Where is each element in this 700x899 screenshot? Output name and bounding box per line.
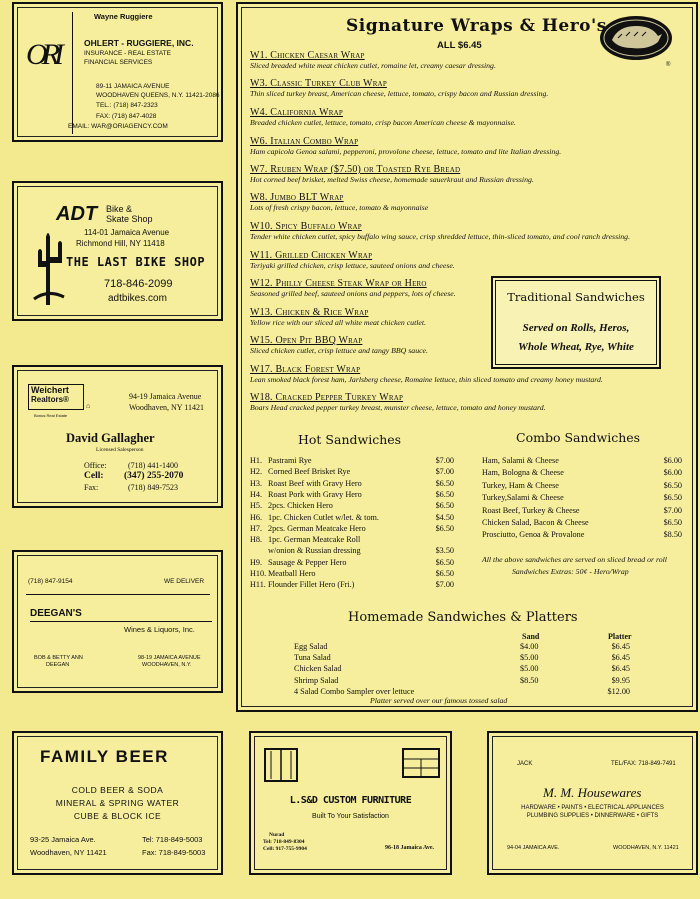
hot-sandwich-row bbox=[250, 513, 454, 523]
contact-name: Wayne Ruggiere bbox=[94, 12, 153, 21]
address-1: 89-11 JAMAICA AVENUE bbox=[96, 83, 170, 90]
address: 94-04 JAMAICA AVE. bbox=[507, 845, 560, 851]
item-name: 1pc. German Meatcake Roll bbox=[268, 535, 361, 545]
combo-sandwich-row bbox=[482, 481, 682, 491]
store-name-underline bbox=[30, 621, 212, 622]
wraps-price: ALL $6.45 bbox=[437, 40, 482, 51]
item-price: $3.50 bbox=[435, 546, 454, 556]
item-name: Chicken Salad, Bacon & Cheese bbox=[482, 518, 589, 527]
combo-sandwich-row bbox=[482, 493, 682, 503]
wrap-description: Yellow rice with our sliced all white meat chicken cutlet. bbox=[250, 318, 426, 327]
services-1: INSURANCE - REAL ESTATE bbox=[84, 50, 171, 57]
wrap-description: Sliced breaded white meat chicken cutlet, romaine let, creamy caesar dressing. bbox=[250, 61, 496, 70]
hot-sandwich-row bbox=[250, 467, 454, 477]
item-name: Flounder Fillet Hero (Fri.) bbox=[268, 580, 355, 590]
item-code: H6. bbox=[250, 512, 263, 522]
tel: Tel: 718-849-5003 bbox=[142, 835, 203, 844]
cell-label: Cell: bbox=[84, 471, 104, 481]
shop-name: THE LAST BIKE SHOP bbox=[66, 255, 206, 269]
hot-sandwich-row bbox=[250, 456, 454, 466]
tagline: Built To Your Satisfaction bbox=[312, 813, 389, 820]
platter-note: Platter served over our famous tossed salad bbox=[370, 696, 508, 705]
item-price bbox=[420, 535, 454, 545]
item-price: $6.50 bbox=[663, 518, 682, 527]
phone: 718-846-2099 bbox=[104, 278, 173, 290]
wrap-description: Lean smoked black forest ham, Jarlsberg cheese, Romaine lettuce, thin sliced tomato and creamy honey mustard. bbox=[250, 375, 603, 384]
item-price: $6.00 bbox=[663, 468, 682, 478]
sand-price: $4.00 bbox=[520, 642, 539, 651]
item-name: Shrimp Salad bbox=[294, 675, 339, 685]
item-price: $8.50 bbox=[663, 530, 682, 540]
cell-phone: (347) 255-2070 bbox=[124, 471, 184, 481]
address-1: 93-25 Jamaica Ave. bbox=[30, 835, 96, 844]
fax: Fax: 718-849-5003 bbox=[142, 848, 206, 857]
item-code: H8. bbox=[250, 535, 263, 545]
platter-row bbox=[294, 653, 630, 663]
store-name: M. M. Housewares bbox=[543, 785, 642, 800]
wrap-name: W15. Open Pit BBQ Wrap bbox=[250, 335, 363, 346]
platter-price: $6.45 bbox=[611, 653, 630, 663]
sand-price: $5.00 bbox=[520, 664, 539, 674]
item-name: Ham, Salami & Cheese bbox=[482, 456, 559, 465]
item-name: Pastrami Rye bbox=[268, 456, 312, 465]
hot-sandwich-row bbox=[250, 501, 454, 511]
wrap-name: W1. Chicken Caesar Wrap bbox=[250, 50, 365, 61]
platter-row bbox=[294, 642, 630, 652]
address-2: Woodhaven, NY 11421 bbox=[129, 403, 204, 412]
item-price: $6.50 bbox=[663, 493, 682, 503]
adt-brand-sub-2: Skate Shop bbox=[106, 214, 153, 224]
wrap-name: W11. Grilled Chicken Wrap bbox=[250, 250, 373, 261]
ad-adt-bike-shop bbox=[12, 181, 223, 321]
agent-name: David Gallagher bbox=[66, 431, 155, 445]
owners-1: BOB & BETTY ANN bbox=[34, 655, 83, 661]
we-deliver: WE DELIVER bbox=[164, 578, 205, 585]
item-price: $7.00 bbox=[435, 467, 454, 477]
hot-sandwich-row bbox=[250, 580, 454, 590]
ori-logo: ORI bbox=[26, 38, 58, 71]
combo-sandwich-row bbox=[482, 456, 682, 466]
item-code: H5. bbox=[250, 501, 263, 511]
address-2: WOODHAVEN QUEENS, N.Y. 11421-2086 bbox=[96, 92, 220, 99]
menu-panel bbox=[236, 2, 698, 712]
owners-2: DEEGAN bbox=[46, 662, 70, 668]
item-code: H11. bbox=[250, 580, 266, 590]
weichert-logo-realtors: Realtors® bbox=[31, 395, 69, 404]
platter-header-platter: Platter bbox=[608, 632, 632, 641]
platter-price: $6.45 bbox=[611, 664, 630, 674]
item-price: $6.50 bbox=[435, 489, 454, 499]
item-name: w/onion & Russian dressing bbox=[268, 546, 361, 556]
wrap-description: Ham capicola Genoa salami, pepperoni, provolone cheese, lettuce, tomato and lite Italian dressing. bbox=[250, 147, 562, 156]
wrap-description: Breaded chicken cutlet, lettuce, tomato, crisp bacon American cheese & mayonnaise. bbox=[250, 118, 516, 127]
cabinet-icon bbox=[401, 747, 441, 779]
traditional-line-2: Whole Wheat, Rye, White bbox=[518, 341, 634, 353]
wrap-item bbox=[250, 250, 690, 270]
weichert-logo bbox=[28, 384, 84, 410]
address-2: Woodhaven, NY 11421 bbox=[30, 848, 107, 857]
item-code: H3. bbox=[250, 478, 263, 488]
ad-mm-housewares bbox=[487, 731, 698, 875]
wrap-item bbox=[250, 164, 690, 184]
wrap-name: W3. Classic Turkey Club Wrap bbox=[250, 78, 387, 89]
platter-row bbox=[294, 664, 630, 674]
combo-sandwich-row bbox=[482, 468, 682, 478]
traditional-box bbox=[491, 276, 661, 369]
divider bbox=[26, 594, 210, 595]
wrap-description: Boars Head cracked pepper turkey breast, munster cheese, lettuce, tomato and honey mustard. bbox=[250, 403, 546, 412]
wrap-name: W17. Black Forest Wrap bbox=[250, 364, 361, 375]
logo-divider bbox=[72, 12, 73, 134]
item-price: $6.00 bbox=[663, 456, 682, 465]
contact-name: Nurad bbox=[269, 832, 285, 838]
wrap-name: W13. Chicken & Rice Wrap bbox=[250, 307, 369, 318]
contact: JACK bbox=[517, 761, 533, 767]
item-price: $6.50 bbox=[435, 557, 454, 567]
item-price: $7.00 bbox=[435, 456, 454, 465]
hot-sandwich-row bbox=[250, 479, 454, 489]
wrap-description: Seasoned grilled beef, sauteed onions and peppers, lots of cheese. bbox=[250, 289, 456, 298]
traditional-title: Traditional Sandwiches bbox=[507, 290, 645, 304]
item-name: Ham, Bologna & Cheese bbox=[482, 468, 564, 478]
item-name: 1pc. Chicken Cutlet w/let. & tom. bbox=[268, 512, 379, 522]
wrap-item bbox=[250, 78, 690, 98]
wrap-name: W10. Spicy Buffalo Wrap bbox=[250, 221, 362, 232]
item-name: Roast Pork with Gravy Hero bbox=[268, 489, 362, 499]
hot-sandwich-row bbox=[250, 535, 454, 545]
adt-brand: ADT bbox=[56, 203, 98, 225]
item-code: H1. bbox=[250, 456, 263, 465]
wrap-description: Hot corned beef brisket, melted Swiss cheese, homemade sauerkraut and Russian dressing. bbox=[250, 175, 534, 184]
item-name: Corned Beef Brisket Rye bbox=[268, 467, 351, 477]
ad-weichert-realtors bbox=[12, 365, 223, 508]
platters-title: Homemade Sandwiches & Platters bbox=[348, 610, 578, 625]
traditional-line-1: Served on Rolls, Heros, bbox=[522, 322, 630, 334]
wardrobe-icon bbox=[263, 747, 299, 783]
address-2: WOODHAVEN, N.Y. bbox=[142, 662, 192, 668]
platter-price: $12.00 bbox=[607, 686, 630, 696]
wrap-item bbox=[250, 50, 690, 70]
line-2: MINERAL & SPRING WATER bbox=[55, 798, 180, 808]
item-code: H7. bbox=[250, 523, 263, 533]
line-1: HARDWARE • PAINTS • ELECTRICAL APPLIANCES bbox=[521, 805, 664, 811]
wrap-item bbox=[250, 192, 690, 212]
item-name: 2pcs. Chicken Hero bbox=[268, 501, 333, 511]
wraps-title: Signature Wraps & Hero's bbox=[346, 16, 607, 36]
contact-tel: Tel: 718-849-8304 bbox=[263, 839, 305, 845]
item-code: H2. bbox=[250, 467, 263, 477]
sand-price: $5.00 bbox=[520, 653, 539, 663]
services-2: FINANCIAL SERVICES bbox=[84, 59, 153, 66]
hot-sandwich-row bbox=[250, 569, 454, 579]
wrap-description: Lots of fresh crispy bacon, lettuce, tomato & mayonnaise bbox=[250, 203, 429, 212]
ad-lsd-custom-furniture bbox=[249, 731, 452, 875]
item-price: $6.50 bbox=[435, 478, 454, 488]
telfax: TEL/FAX: 718-849-7491 bbox=[611, 761, 676, 767]
wrap-item bbox=[250, 136, 690, 156]
combo-note-1: All the above sandwiches are served on sliced bread or roll bbox=[482, 555, 667, 564]
line-2: PLUMBING SUPPLIES • DINNERWARE • GIFTS bbox=[526, 813, 659, 819]
ad-ohlert-ruggiere bbox=[12, 2, 223, 142]
line-1: COLD BEER & SODA bbox=[71, 785, 164, 795]
address-2: Richmond Hill, NY 11418 bbox=[76, 239, 165, 248]
wrap-description: Sliced chicken cutlet, crisp lettuce and tangy BBQ sauce. bbox=[250, 346, 428, 355]
company-name: OHLERT - RUGGIERE, INC. bbox=[84, 38, 194, 48]
item-name: Roast Beef, Turkey & Cheese bbox=[482, 505, 580, 515]
weichert-logo-name: Weichert bbox=[31, 385, 69, 395]
store-name: DEEGAN'S bbox=[30, 608, 82, 619]
wrap-name: W18. Cracked Pepper Turkey Wrap bbox=[250, 392, 404, 403]
item-name: Chicken Salad bbox=[294, 664, 342, 674]
platter-price: $6.45 bbox=[611, 642, 630, 651]
item-price: $4.50 bbox=[435, 512, 454, 522]
wrap-name: W7. Reuben Wrap ($7.50) or Toasted Rye Bread bbox=[250, 164, 461, 175]
platter-header-sand: Sand bbox=[522, 632, 540, 641]
contact-cell: Cell: 917-755-9904 bbox=[263, 846, 307, 852]
fax-phone: (718) 849-7523 bbox=[128, 483, 178, 492]
tel: TEL.: (718) 847-2323 bbox=[96, 102, 158, 109]
item-price: $6.50 bbox=[435, 501, 454, 511]
fax-label: Fax: bbox=[84, 483, 99, 492]
phone: (718) 847-9154 bbox=[28, 578, 73, 585]
wrap-item bbox=[250, 392, 690, 412]
wrap-description: Teriyaki grilled chicken, crisp lettuce, sauteed onions and cheese. bbox=[250, 261, 455, 270]
wrap-description: Tender white chicken cutlet, spicy buffalo wing sauce, crisp shredded lettuce, thin-sliced tomato, and cool ranch dressing. bbox=[250, 232, 631, 241]
wrap-item bbox=[250, 107, 690, 127]
cactus-icon bbox=[30, 227, 66, 305]
combo-sandwich-row bbox=[482, 530, 682, 540]
address-1: 114-01 Jamaica Avenue bbox=[84, 228, 170, 237]
hot-sandwich-row bbox=[250, 558, 454, 568]
wrap-description: Thin sliced turkey breast, American cheese, lettuce, tomato, crispy bacon and Russian dressing. bbox=[250, 89, 549, 98]
item-name: Prosciutto, Genoa & Provalone bbox=[482, 530, 585, 540]
store-sub: Wines & Liquors, Inc. bbox=[124, 625, 195, 634]
item-price: $6.50 bbox=[435, 523, 454, 533]
item-name: Tuna Salad bbox=[294, 653, 331, 663]
house-icon: ⌂ bbox=[86, 403, 91, 410]
combo-sandwich-row bbox=[482, 518, 682, 528]
hot-sandwich-row bbox=[250, 524, 454, 534]
item-name: 2pcs. German Meatcake Hero bbox=[268, 523, 366, 533]
adt-brand-sub-1: Bike & bbox=[106, 204, 133, 214]
combo-title: Combo Sandwiches bbox=[516, 430, 641, 445]
item-name: Egg Salad bbox=[294, 642, 328, 651]
item-name: Sausage & Pepper Hero bbox=[268, 557, 347, 567]
item-code bbox=[250, 546, 268, 556]
city: WOODHAVEN, N.Y. 11421 bbox=[613, 845, 679, 851]
platter-row bbox=[294, 676, 630, 686]
item-name: Roast Beef with Gravy Hero bbox=[268, 478, 362, 488]
office-phone: (718) 441-1400 bbox=[128, 461, 178, 470]
agent-title: Licensed Salesperson bbox=[96, 447, 144, 453]
fax: FAX: (718) 847-4028 bbox=[96, 113, 157, 120]
item-code: H9. bbox=[250, 557, 263, 567]
platter-price: $9.95 bbox=[611, 675, 630, 685]
combo-note-2: Sandwiches Extras: 50¢ - Hero/Wrap bbox=[512, 567, 629, 576]
registered-mark: ® bbox=[666, 62, 671, 68]
item-name: Meatball Hero bbox=[268, 569, 316, 578]
item-name: Turkey,Salami & Cheese bbox=[482, 493, 564, 503]
hot-sandwich-row bbox=[250, 546, 454, 556]
item-price: $6.50 bbox=[435, 569, 454, 578]
address: 96-18 Jamaica Ave. bbox=[385, 845, 435, 851]
wrap-name: W6. Italian Combo Wrap bbox=[250, 136, 359, 147]
hot-title: Hot Sandwiches bbox=[298, 432, 402, 447]
combo-sandwich-row bbox=[482, 506, 682, 516]
ad-deegans-wines bbox=[12, 550, 223, 693]
title: L.S&D CUSTOM FURNITURE bbox=[289, 795, 412, 806]
item-price: $7.00 bbox=[435, 580, 454, 590]
item-price: $6.50 bbox=[663, 480, 682, 490]
address-1: 98-19 JAMAICA AVENUE bbox=[138, 655, 201, 661]
wrap-name: W4. California Wrap bbox=[250, 107, 344, 118]
line-3: CUBE & BLOCK ICE bbox=[73, 811, 162, 821]
office-label: Office: bbox=[84, 461, 107, 470]
logo-sub: Bonus Real Estate bbox=[34, 413, 68, 418]
wrap-name: W12. Philly Cheese Steak Wrap or Hero bbox=[250, 278, 427, 289]
email: EMAIL: WAR@ORIAGENCY.COM bbox=[68, 123, 168, 130]
item-price: $7.00 bbox=[663, 505, 682, 515]
hot-sandwich-row bbox=[250, 490, 454, 500]
wrap-name: W8. Jumbo BLT Wrap bbox=[250, 192, 344, 203]
item-code: H10. bbox=[250, 569, 267, 578]
address-1: 94-19 Jamaica Avenue bbox=[129, 392, 202, 401]
website: adtbikes.com bbox=[108, 293, 167, 304]
item-code: H4. bbox=[250, 489, 263, 499]
wrap-item bbox=[250, 221, 690, 241]
item-name: Turkey, Ham & Cheese bbox=[482, 480, 559, 490]
ad-family-beer bbox=[12, 731, 223, 875]
item-name: 4 Salad Combo Sampler over lettuce bbox=[294, 686, 415, 696]
title: FAMILY BEER bbox=[40, 747, 169, 766]
sand-price: $8.50 bbox=[520, 675, 539, 685]
